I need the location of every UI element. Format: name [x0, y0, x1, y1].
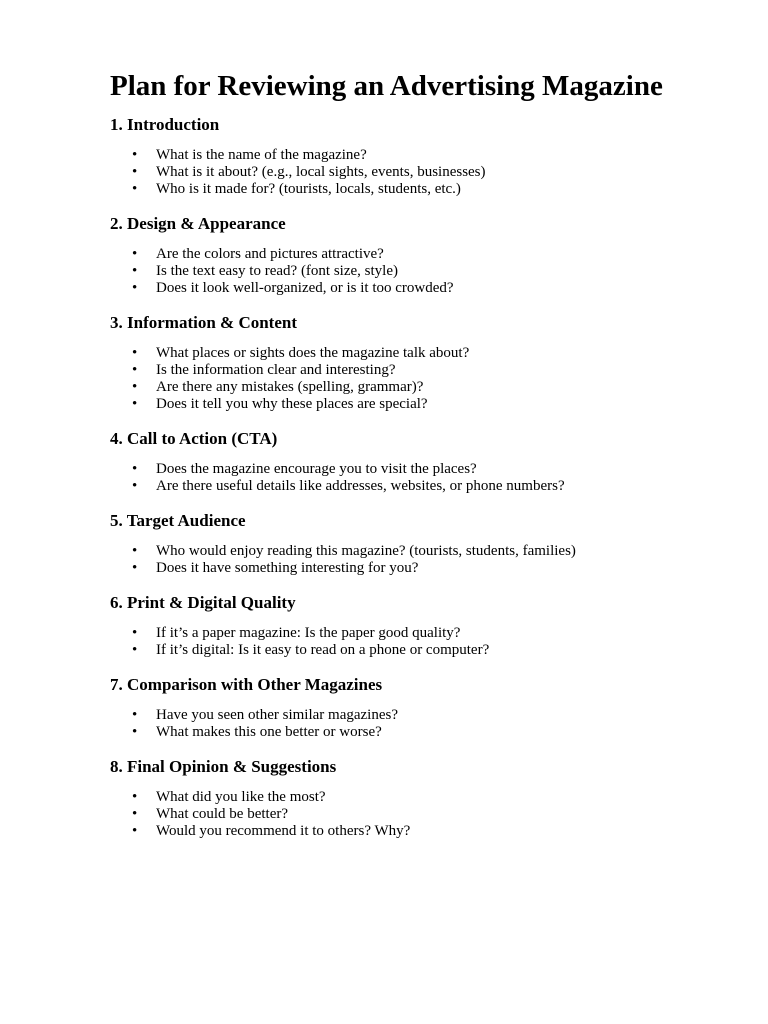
- list-item: [110, 823, 730, 840]
- bullet-icon: •: [132, 789, 138, 805]
- section-heading: 4. Call to Action (CTA): [110, 429, 278, 448]
- bullet-icon: •: [132, 345, 138, 361]
- list-item: [110, 362, 730, 379]
- bullet-icon: •: [132, 164, 138, 180]
- bullet-list: [110, 147, 730, 198]
- list-item-text: What could be better?: [156, 806, 289, 822]
- list-item: [110, 280, 730, 297]
- list-item: [110, 560, 730, 577]
- bullet-list: [110, 345, 730, 413]
- list-item-text: Who is it made for? (tourists, locals, students, etc.): [156, 181, 461, 197]
- bullet-list: [110, 461, 730, 495]
- bullet-icon: •: [132, 181, 138, 197]
- list-item-text: Would you recommend it to others? Why?: [156, 823, 411, 839]
- list-item: [110, 806, 730, 823]
- bullet-list: [110, 789, 730, 840]
- list-item-text: What places or sights does the magazine talk about?: [156, 345, 470, 361]
- bullet-icon: •: [132, 560, 138, 576]
- list-item: [110, 642, 730, 659]
- list-item-text: Are there any mistakes (spelling, grammar)?: [156, 379, 424, 395]
- list-item: [110, 724, 730, 741]
- list-item-text: What is the name of the magazine?: [156, 147, 367, 163]
- section-heading: 1. Introduction: [110, 115, 220, 134]
- section-6: [110, 592, 730, 659]
- sections-container: [110, 114, 730, 840]
- list-item-text: What is it about? (e.g., local sights, events, businesses): [156, 164, 486, 180]
- bullet-icon: •: [132, 362, 138, 378]
- list-item: [110, 625, 730, 642]
- section-2: [110, 213, 730, 297]
- list-item: [110, 461, 730, 478]
- bullet-list: [110, 625, 730, 659]
- bullet-list: [110, 246, 730, 297]
- list-item: [110, 396, 730, 413]
- list-item-text: If it’s digital: Is it easy to read on a phone or computer?: [156, 642, 490, 658]
- list-item-text: Does it look well-organized, or is it too crowded?: [156, 280, 454, 296]
- list-item-text: Is the information clear and interesting?: [156, 362, 396, 378]
- section-heading: 5. Target Audience: [110, 511, 246, 530]
- bullet-icon: •: [132, 263, 138, 279]
- section-3: [110, 312, 730, 413]
- bullet-icon: •: [132, 478, 138, 494]
- bullet-icon: •: [132, 379, 138, 395]
- list-item-text: Does it tell you why these places are special?: [156, 396, 428, 412]
- section-heading: 3. Information & Content: [110, 313, 297, 332]
- bullet-icon: •: [132, 461, 138, 477]
- list-item: [110, 263, 730, 280]
- bullet-icon: •: [132, 823, 138, 839]
- list-item: [110, 478, 730, 495]
- section-heading: 7. Comparison with Other Magazines: [110, 675, 383, 694]
- list-item-text: Is the text easy to read? (font size, style): [156, 263, 398, 279]
- bullet-icon: •: [132, 147, 138, 163]
- document-title: Plan for Reviewing an Advertising Magazine: [110, 70, 663, 102]
- list-item-text: Are there useful details like addresses, websites, or phone numbers?: [156, 478, 565, 494]
- list-item: [110, 543, 730, 560]
- list-item: [110, 789, 730, 806]
- bullet-icon: •: [132, 642, 138, 658]
- list-item: [110, 181, 730, 198]
- bullet-list: [110, 707, 730, 741]
- section-7: [110, 674, 730, 741]
- list-item-text: Are the colors and pictures attractive?: [156, 246, 384, 262]
- section-heading: 8. Final Opinion & Suggestions: [110, 757, 337, 776]
- list-item-text: If it’s a paper magazine: Is the paper good quality?: [156, 625, 461, 641]
- section-5: [110, 510, 730, 577]
- list-item: [110, 246, 730, 263]
- list-item-text: Have you seen other similar magazines?: [156, 707, 398, 723]
- list-item-text: Does the magazine encourage you to visit the places?: [156, 461, 477, 477]
- section-heading: 6. Print & Digital Quality: [110, 593, 296, 612]
- bullet-icon: •: [132, 280, 138, 296]
- section-4: [110, 428, 730, 495]
- list-item: [110, 147, 730, 164]
- bullet-icon: •: [132, 543, 138, 559]
- list-item-text: Does it have something interesting for you?: [156, 560, 419, 576]
- list-item: [110, 707, 730, 724]
- bullet-icon: •: [132, 724, 138, 740]
- bullet-icon: •: [132, 806, 138, 822]
- list-item-text: What did you like the most?: [156, 789, 326, 805]
- list-item: [110, 379, 730, 396]
- section-8: [110, 756, 730, 840]
- list-item-text: What makes this one better or worse?: [156, 724, 382, 740]
- bullet-icon: •: [132, 396, 138, 412]
- section-heading: 2. Design & Appearance: [110, 214, 286, 233]
- bullet-icon: •: [132, 625, 138, 641]
- bullet-icon: •: [132, 246, 138, 262]
- list-item: [110, 164, 730, 181]
- list-item-text: Who would enjoy reading this magazine? (tourists, students, families): [156, 543, 576, 559]
- section-1: [110, 114, 730, 198]
- list-item: [110, 345, 730, 362]
- bullet-icon: •: [132, 707, 138, 723]
- bullet-list: [110, 543, 730, 577]
- document-page: [110, 68, 730, 855]
